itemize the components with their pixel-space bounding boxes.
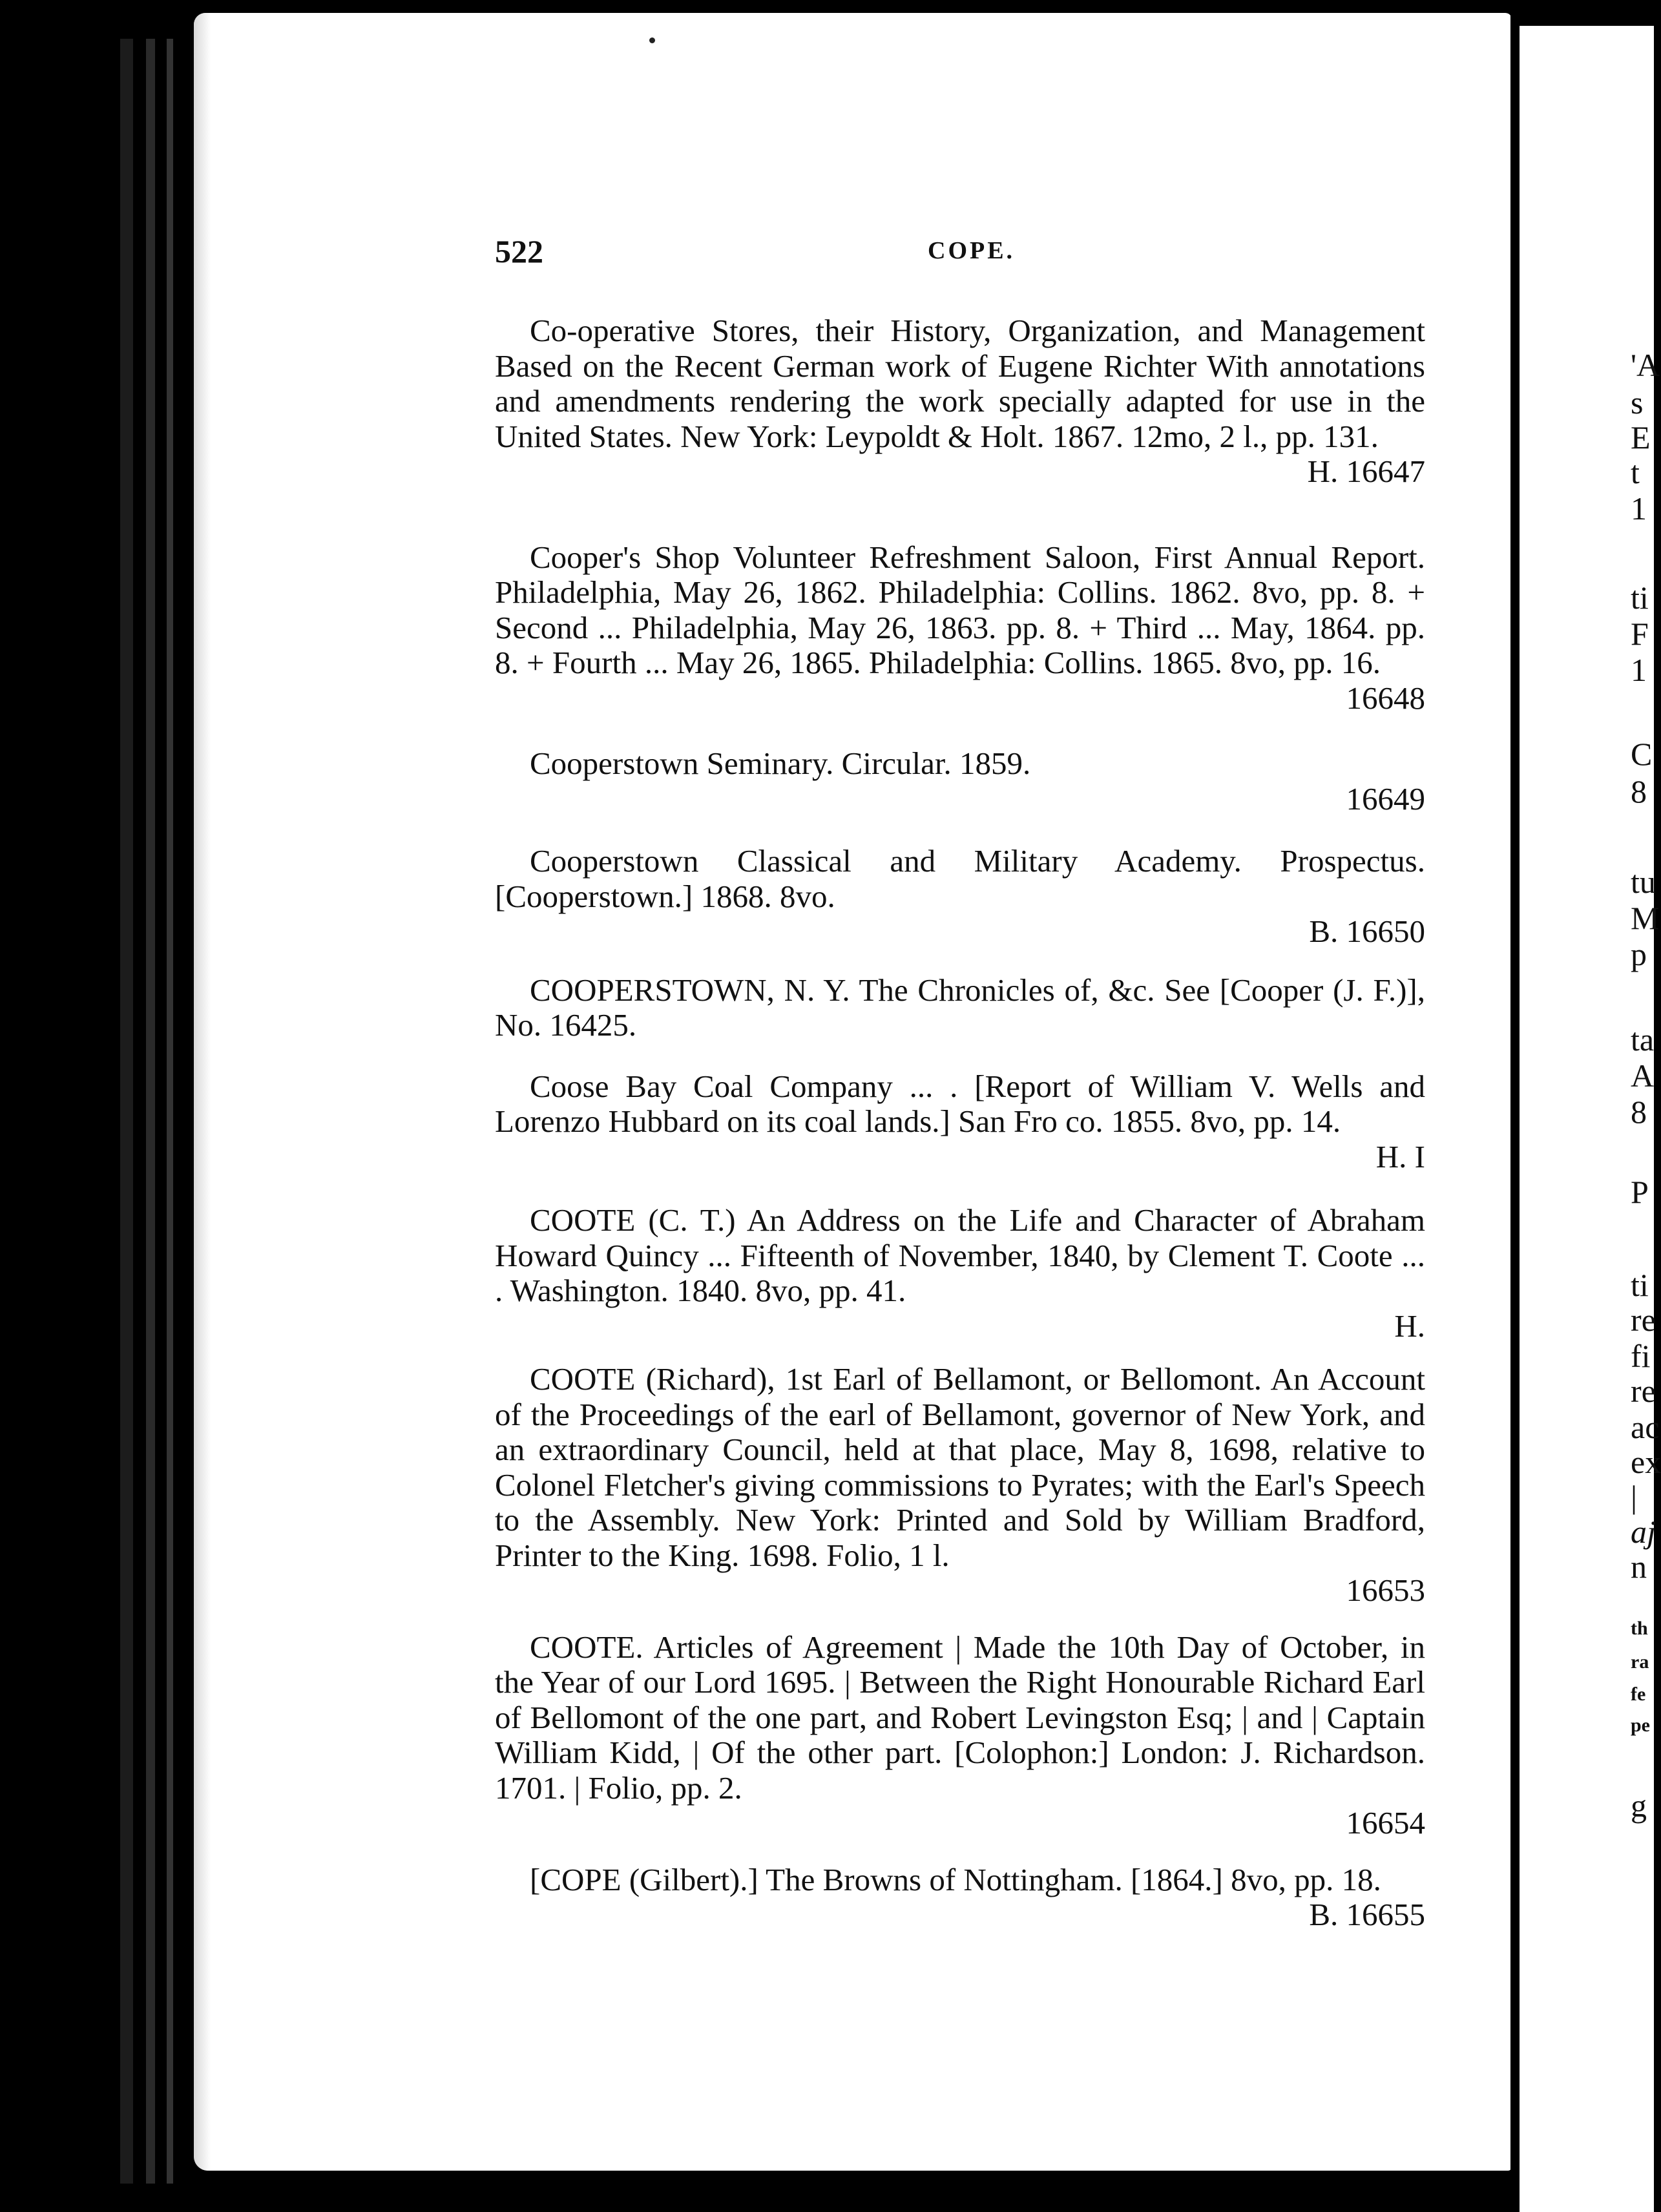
entry-reference: 16654 — [1346, 1805, 1425, 1841]
entry — [495, 1069, 1425, 1175]
fragment: fi — [1631, 1338, 1651, 1374]
book-binding — [0, 0, 213, 2212]
entry-text: Co-operative Stores, their History, Organization, and Management Based on the Recent German work of Eugene Richter With annotations and amendments rendering the work specially adapted for use in the United States. New York: Leypoldt & Holt. 1867. 12mo, 2 l., pp. 131. — [495, 313, 1425, 454]
entry-reference: H. 16647 — [1307, 454, 1425, 489]
fragment: th — [1631, 1618, 1648, 1639]
entry-text: Cooperstown Classical and Military Academy. Prospectus. [Cooperstown.] 1868. 8vo. — [495, 843, 1425, 914]
fragment: 1 — [1631, 490, 1647, 527]
fragment: 8 — [1631, 1094, 1647, 1130]
entry — [495, 313, 1425, 490]
fragment: ex — [1631, 1444, 1661, 1480]
entry — [495, 1362, 1425, 1609]
fragment: ti — [1631, 579, 1649, 616]
entry-reference: H. — [1394, 1308, 1425, 1344]
fragment: s — [1631, 384, 1644, 421]
entry-text: COOTE (Richard), 1st Earl of Bellamont, or Bellomont. An Account of the Proceedings of the earl of Bellamont, governor of New York, and an extraordinary Council, held at that place, May 8, 1698, relative to Colonel Fletcher's giving commissions to Pyrates; with the Earl's Speech to the Assembly. New York: Printed and Sold by William Bradford, Printer to the King. 1698. Folio, 1 l. — [495, 1361, 1425, 1573]
entry — [495, 1862, 1425, 1933]
entry-reference: 16648 — [1346, 680, 1425, 716]
entry — [495, 1630, 1425, 1841]
fragment: C — [1631, 736, 1653, 772]
entry-text: [COPE (Gilbert).] The Browns of Nottingham. [1864.] 8vo, pp. 18. — [530, 1861, 1381, 1897]
fragment: E — [1631, 419, 1651, 455]
fragment: ta — [1631, 1021, 1655, 1058]
entry-list — [495, 313, 1425, 1933]
fragment: 8 — [1631, 773, 1647, 809]
fragment: g — [1631, 1788, 1647, 1824]
fragment: A — [1631, 1058, 1655, 1094]
entry-text: Cooper's Shop Volunteer Refreshment Saloon, First Annual Report. Philadelphia, May 26, 1862. Philadelphia: Collins. 1862. 8vo, pp. 8. + Second ... Philadelphia, May 26, 1863. pp. 8. + Third ... May, 1864. pp. 8. + Fourth ... May 26, 1865. Philadelphia: Collins. 1865. 8vo, pp. 16. — [495, 539, 1425, 680]
fragment: ra — [1631, 1651, 1649, 1673]
fragment: pe — [1631, 1715, 1650, 1736]
fragment: tu — [1631, 864, 1656, 900]
entry-text: COOPERSTOWN, N. Y. The Chronicles of, &c. See [Cooper (J. F.)], No. 16425. — [495, 972, 1425, 1043]
fragment: n — [1631, 1549, 1647, 1585]
entry-reference: B. 16650 — [1309, 913, 1425, 949]
fragment: p — [1631, 936, 1647, 972]
fragment: 'A — [1631, 347, 1660, 383]
entry — [495, 540, 1425, 716]
entry-reference: 16653 — [1346, 1572, 1425, 1608]
fragment: M — [1631, 900, 1660, 936]
gutter-edge — [167, 39, 173, 2184]
entry-text: COOTE. Articles of Agreement | Made the 10th Day of October, in the Year of our Lord 1695. | Between the Right Honourable Richard Earl of Bellomont of the one part, and Robert Levingston Esq; | and | Captain William Kidd, | Of the other part. [Colophon:] London: J. Richardson. 1701. | Folio, pp. 2. — [495, 1629, 1425, 1806]
entry-text: COOTE (C. T.) An Address on the Life and Character of Abraham Howard Quincy ... Fifteenth of November, 1840, by Clement T. Coote ... . Washington. 1840. 8vo, pp. 41. — [495, 1202, 1425, 1308]
fragment: t — [1631, 454, 1640, 490]
entry-text: Cooperstown Seminary. Circular. 1859. — [530, 746, 1031, 781]
page-title: COPE. — [928, 237, 1016, 264]
fragment: F — [1631, 616, 1649, 652]
fragment: aj — [1631, 1514, 1656, 1550]
fragment: ac — [1631, 1409, 1660, 1445]
entry-reference: 16649 — [1346, 780, 1425, 817]
entry-reference: B. 16655 — [1309, 1897, 1425, 1932]
fragment: re — [1631, 1373, 1656, 1409]
running-head — [495, 233, 1425, 271]
entry-text: Coose Bay Coal Company ... . [Report of William V. Wells and Lorenzo Hubbard on its coal lands.] San Fro co. 1855. 8vo, pp. 14. — [495, 1068, 1425, 1139]
gutter-edge — [120, 39, 133, 2184]
speck — [649, 37, 655, 43]
page-number: 522 — [495, 233, 543, 269]
fragment: | — [1631, 1479, 1638, 1515]
fragment: re — [1631, 1302, 1656, 1338]
gutter-edge — [146, 39, 155, 2184]
entry — [495, 973, 1425, 1043]
entry-reference: H. I — [1375, 1138, 1425, 1174]
fragment: P — [1631, 1174, 1649, 1210]
fragment: fe — [1631, 1684, 1646, 1705]
fragment: 1 — [1631, 652, 1647, 688]
entry — [495, 746, 1425, 817]
entry — [495, 1203, 1425, 1344]
page-edge-shadow — [194, 13, 211, 2171]
entry — [495, 844, 1425, 950]
fragment: ti — [1631, 1267, 1649, 1303]
